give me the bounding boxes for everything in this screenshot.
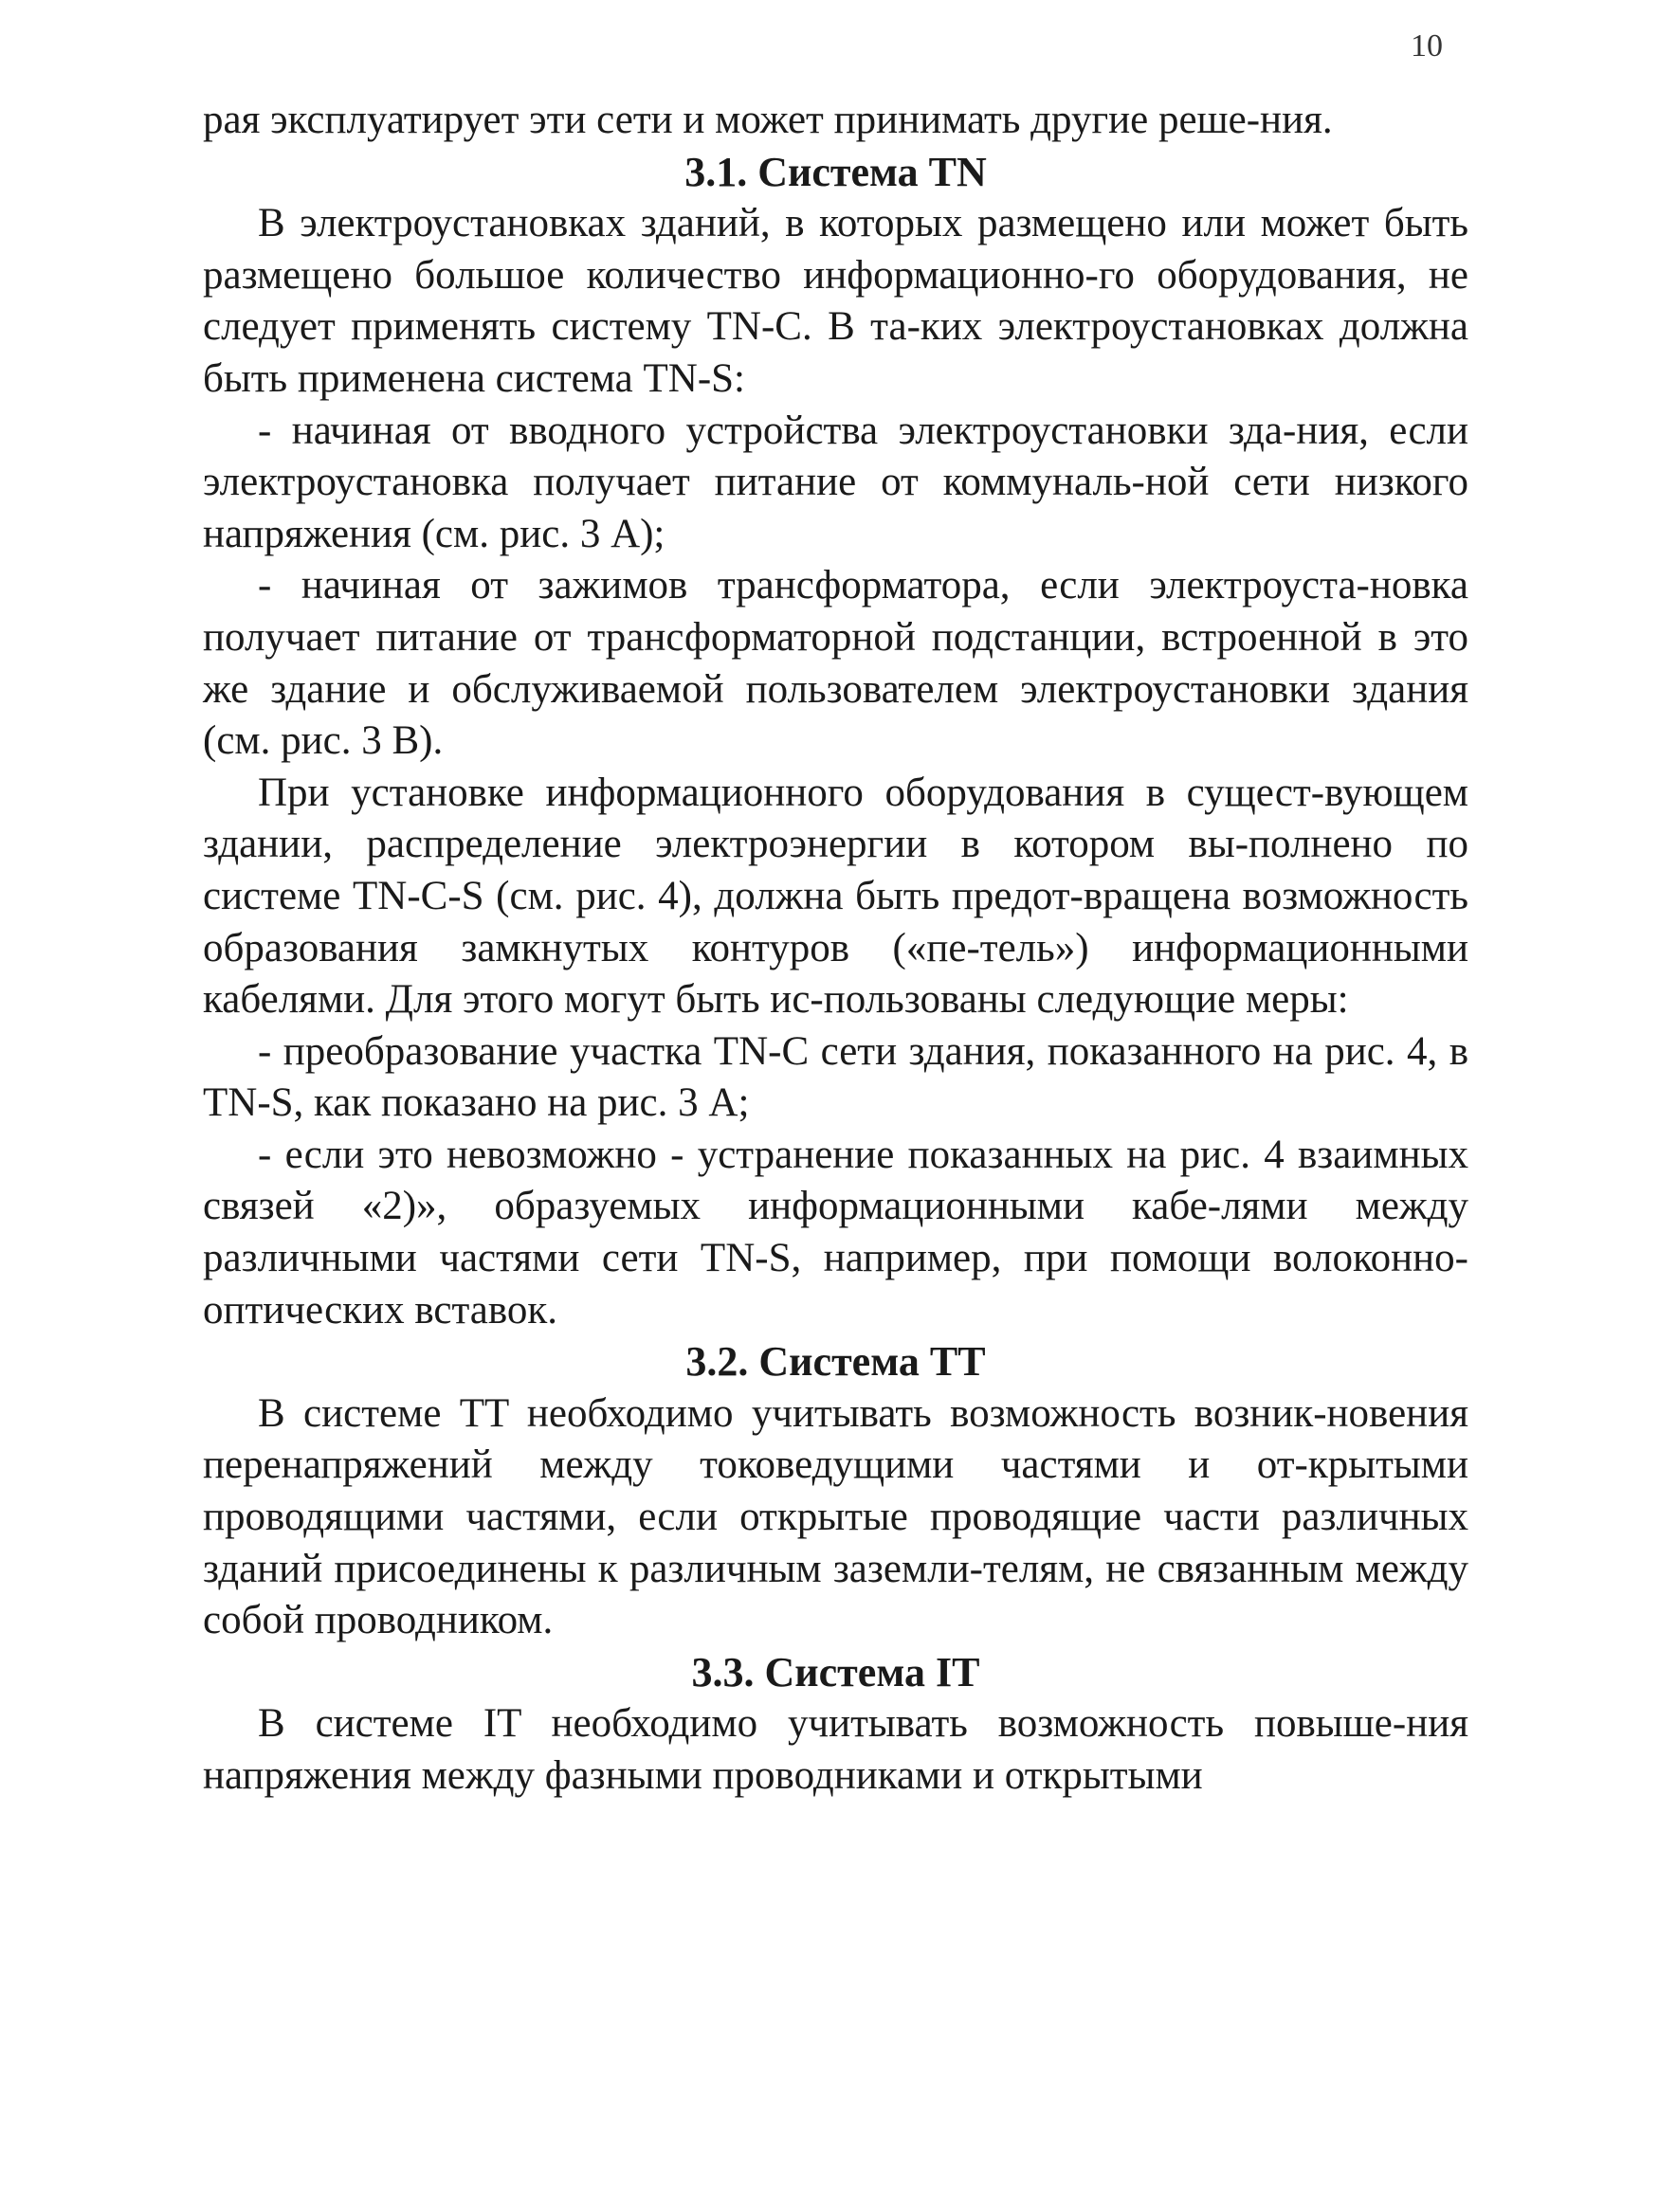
list-item-paragraph: - начиная от вводного устройства электроустановки зда-ния, если электроустановка получает питание от коммуналь-ной сети низкого напряжения (см. рис. 3 А); <box>203 408 1468 556</box>
paragraph: При установке информационного оборудования в сущест-вующем здании, распределение электроэнергии в котором вы-полнено по системе TN-C-S (см. рис. 4), должна быть предот-вращена возможность образования замкнутых контуров («пе-тель») информационными кабелями. Для этого могут быть ис-пользованы следующие меры: <box>203 770 1468 1023</box>
paragraph: В электроустановках зданий, в которых размещено или может быть размещено большое количество информационно-го оборудования, не следует применять систему TN-C. В та-ких электроустановках должна быть применена система TN-S: <box>203 201 1468 401</box>
section-heading: 3.1. Система TN <box>684 148 987 195</box>
paragraph: В системе TT необходимо учитывать возможность возник-новения перенапряжений между токоведущими частями и от-крытыми проводящими частями, если открытые проводящие части различных зданий присоединены к различным заземли-телям, не связанным между собой проводником. <box>203 1390 1468 1643</box>
paragraph: рая эксплуатирует эти сети и может принимать другие реше-ния. <box>203 98 1333 142</box>
section-heading: 3.2. Система TT <box>685 1338 986 1386</box>
paragraph: В системе IT необходимо учитывать возможность повыше-ния напряжения между фазными проводниками и открытыми <box>203 1701 1468 1798</box>
page-number: 10 <box>1411 28 1443 63</box>
list-item-paragraph: - начиная от зажимов трансформатора, если электроуста-новка получает питание от трансформаторной подстанции, встроенной в это же здание и обслуживаемой пользователем электроустановки здания (см. рис. 3 В). <box>203 563 1468 764</box>
list-item-paragraph: - преобразование участка TN-C сети здания, показанного на рис. 4, в TN-S, как показано на рис. 3 А; <box>203 1028 1468 1126</box>
section-heading: 3.3. Система IT <box>691 1648 980 1695</box>
list-item-paragraph: - если это невозможно - устранение показанных на рис. 4 взаимных связей «2)», образуемых информационными кабе-лями между различными частями сети TN-S, например, при помощи волоконно-оптических вставок. <box>203 1132 1468 1333</box>
document-body <box>203 95 1468 1803</box>
